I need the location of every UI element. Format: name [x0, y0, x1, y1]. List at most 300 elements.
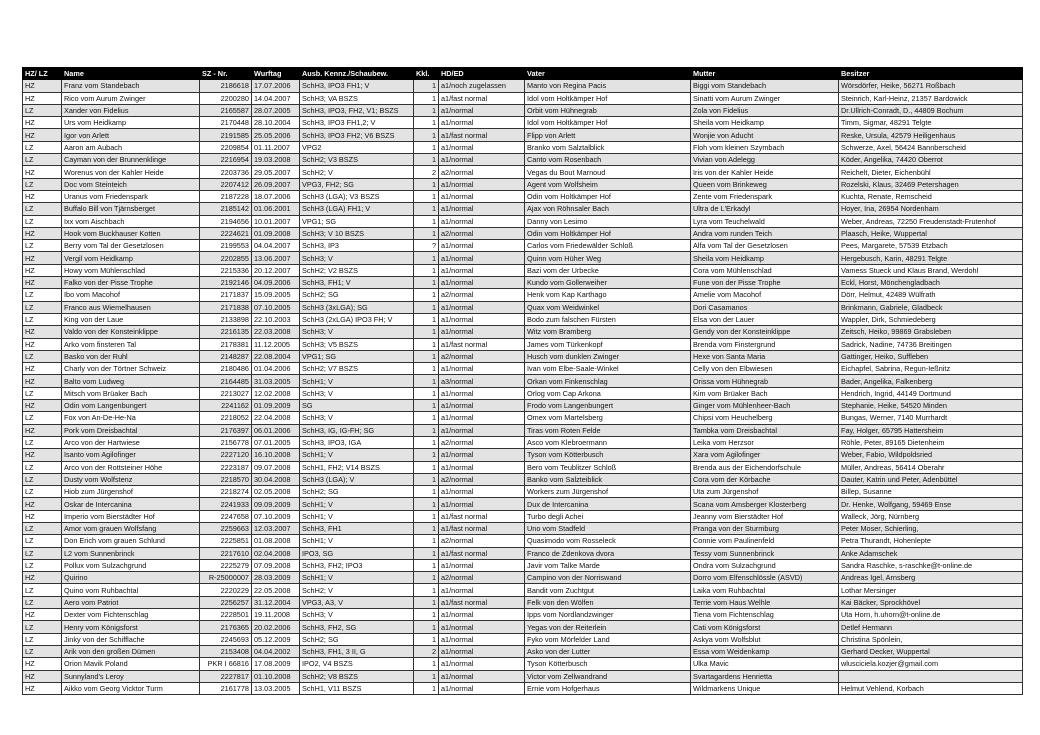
cell-vater: Henk vom Kap Karthago [525, 289, 691, 301]
cell-sz-nr: 2202855 [200, 252, 252, 264]
cell-hz-lz: HZ [23, 190, 62, 202]
cell-sz-nr: 2241162 [200, 400, 252, 412]
cell-hd-ed: a1/normal [439, 190, 525, 202]
cell-wurftag: 17.07.2006 [252, 80, 300, 92]
cell-hd-ed: a2/normal [439, 535, 525, 547]
cell-name: Howy vom Mühlenschlad [62, 264, 200, 276]
cell-name: Uranus vom Friedenspark [62, 190, 200, 202]
cell-name: Odin vom Langenbungert [62, 400, 200, 412]
cell-mutter: Svartagardens Henrietta [691, 670, 839, 682]
cell-sz-nr: 2215336 [200, 264, 252, 276]
cell-besitzer: Hoyer, Ina, 26954 Nordenham [839, 203, 1023, 215]
header-row [23, 68, 1023, 80]
cell-kkl: 1 [414, 633, 439, 645]
cell-ausbildung: SchH3, FH2, SG [300, 621, 414, 633]
table-row [23, 104, 1023, 116]
cell-ausbildung: IPO2, V4 BSZS [300, 658, 414, 670]
cell-kkl: 1 [414, 252, 439, 264]
cell-wurftag: 14.04.2007 [252, 92, 300, 104]
table-row [23, 596, 1023, 608]
cell-vater: Husch vom dunklen Zwinger [525, 350, 691, 362]
cell-sz-nr: 2165587 [200, 104, 252, 116]
cell-ausbildung: SchH3 (3xLGA); SG [300, 301, 414, 313]
cell-vater: James vom Türkenkopf [525, 338, 691, 350]
cell-hz-lz: HZ [23, 572, 62, 584]
header-kkl: Kkl. [414, 68, 439, 80]
cell-hd-ed: a2/normal [439, 350, 525, 362]
cell-ausbildung: SchH1; V [300, 572, 414, 584]
cell-sz-nr: 2218570 [200, 473, 252, 485]
cell-vater: Canto vom Rosenbach [525, 154, 691, 166]
cell-hd-ed: a1/normal [439, 252, 525, 264]
cell-hd-ed: a1/normal [439, 658, 525, 670]
cell-kkl: 1 [414, 301, 439, 313]
cell-sz-nr: 2213027 [200, 387, 252, 399]
cell-name: Quirino [62, 572, 200, 584]
cell-mutter: Laika vom Ruhbachtal [691, 584, 839, 596]
cell-mutter: Wildmarkens Unique [691, 682, 839, 694]
cell-mutter: Ultra de L'Erkadyl [691, 203, 839, 215]
cell-ausbildung: SchH2; V8 BSZS [300, 670, 414, 682]
cell-wurftag: 18.07.2006 [252, 190, 300, 202]
cell-mutter: Askya vom Wolfsblut [691, 633, 839, 645]
cell-hd-ed: a1/normal [439, 584, 525, 596]
cell-name: Quino vom Ruhbachtal [62, 584, 200, 596]
cell-sz-nr: 2259663 [200, 522, 252, 534]
table-row [23, 326, 1023, 338]
cell-wurftag: 05.12.2009 [252, 633, 300, 645]
cell-name: Basko von der Ruhl [62, 350, 200, 362]
cell-vater: Witz vom Bramberg [525, 326, 691, 338]
cell-besitzer: Gattinger, Heiko, Suffleben [839, 350, 1023, 362]
cell-kkl: 2 [414, 645, 439, 657]
cell-besitzer: Fay, Holger, 65795 Hattersheim [839, 424, 1023, 436]
cell-name: Imperio vom Bierstädter Hof [62, 510, 200, 522]
cell-ausbildung: SchH1; V [300, 535, 414, 547]
cell-kkl: 1 [414, 178, 439, 190]
cell-ausbildung: SchH3, FH1, 3 II, G [300, 645, 414, 657]
cell-kkl: 1 [414, 473, 439, 485]
cell-besitzer: Vamess Stueck und Klaus Brand, Werdohl [839, 264, 1023, 276]
cell-sz-nr: 2170448 [200, 117, 252, 129]
cell-hd-ed: a2/normal [439, 166, 525, 178]
cell-sz-nr: PKR I 66816 [200, 658, 252, 670]
cell-vater: Tiras vom Roten Felde [525, 424, 691, 436]
cell-sz-nr: 2228501 [200, 609, 252, 621]
cell-sz-nr: 2199553 [200, 240, 252, 252]
cell-name: Arik von den großen Dümen [62, 645, 200, 657]
cell-hd-ed: a2/normal [439, 436, 525, 448]
cell-sz-nr: 2227120 [200, 449, 252, 461]
cell-kkl: 1 [414, 227, 439, 239]
cell-name: Hiob zum Jürgenshof [62, 486, 200, 498]
cell-wurftag: 01.09.2009 [252, 400, 300, 412]
cell-mutter: Floh vom kleinen Szymbach [691, 141, 839, 153]
cell-kkl: 1 [414, 461, 439, 473]
cell-name: Arco von der Hartwiese [62, 436, 200, 448]
cell-besitzer: Uta Horn, h.uhorn@t-online.de [839, 609, 1023, 621]
cell-kkl: 1 [414, 559, 439, 571]
cell-hz-lz: LZ [23, 473, 62, 485]
cell-name: Worenus von der Kahler Heide [62, 166, 200, 178]
cell-vater: Ivan vom Elbe-Saale-Winkel [525, 363, 691, 375]
cell-hz-lz: HZ [23, 609, 62, 621]
cell-name: Xander von Fidelius [62, 104, 200, 116]
cell-besitzer: Kai Bäcker, Sprockhövel [839, 596, 1023, 608]
cell-hd-ed: a1/normal [439, 486, 525, 498]
cell-wurftag: 17.08.2009 [252, 658, 300, 670]
table-row [23, 461, 1023, 473]
cell-wurftag: 13.03.2005 [252, 682, 300, 694]
cell-hz-lz: HZ [23, 80, 62, 92]
cell-ausbildung: SG [300, 400, 414, 412]
cell-name: Ixx vom Aischbach [62, 215, 200, 227]
cell-hd-ed: a1/normal [439, 400, 525, 412]
cell-vater: Agent vom Wolfsheim [525, 178, 691, 190]
table-row [23, 166, 1023, 178]
cell-besitzer: Petra Thurandt, Hohenlepte [839, 535, 1023, 547]
cell-hd-ed: a1/normal [439, 621, 525, 633]
cell-vater: Ernie vom Hofgerhaus [525, 682, 691, 694]
cell-hd-ed: a1/normal [439, 215, 525, 227]
cell-sz-nr: 2178381 [200, 338, 252, 350]
table-row [23, 584, 1023, 596]
cell-wurftag: 30.04.2008 [252, 473, 300, 485]
table-row [23, 190, 1023, 202]
cell-hd-ed: a1/normal [439, 645, 525, 657]
cell-besitzer: Gerhard Decker, Wuppertal [839, 645, 1023, 657]
cell-wurftag: 20.12.2007 [252, 264, 300, 276]
cell-sz-nr: 2225279 [200, 559, 252, 571]
cell-besitzer: Bungas, Werner, 7140 Murrhardt [839, 412, 1023, 424]
cell-wurftag: 19.11.2008 [252, 609, 300, 621]
cell-vater: Turbo degli Achei [525, 510, 691, 522]
cell-hd-ed: a1/normal [439, 682, 525, 694]
cell-name: Rico vom Aurum Zwinger [62, 92, 200, 104]
cell-ausbildung: SchH3; V [300, 387, 414, 399]
table-row [23, 400, 1023, 412]
cell-hz-lz: LZ [23, 535, 62, 547]
header-mutter: Mutter [691, 68, 839, 80]
cell-name: Falko von der Pisse Trophe [62, 277, 200, 289]
cell-vater: Felk von den Wölfen [525, 596, 691, 608]
cell-ausbildung: SchH3 (LGA); V3 BSZS [300, 190, 414, 202]
cell-ausbildung: SchH3, IP3 [300, 240, 414, 252]
cell-mutter: Cati vom Königsforst [691, 621, 839, 633]
table-row [23, 313, 1023, 325]
table-row [23, 129, 1023, 141]
cell-hz-lz: HZ [23, 92, 62, 104]
cell-hd-ed: a1/normal [439, 117, 525, 129]
cell-mutter: Vivian von Adelegg [691, 154, 839, 166]
cell-vater: Frodo vom Langenbungert [525, 400, 691, 412]
cell-besitzer: Detlef Hermann [839, 621, 1023, 633]
cell-besitzer: Plaasch, Heike, Wuppertal [839, 227, 1023, 239]
cell-sz-nr: 2176397 [200, 424, 252, 436]
cell-hd-ed: a1/normal [439, 104, 525, 116]
cell-kkl: 1 [414, 203, 439, 215]
cell-kkl: 1 [414, 117, 439, 129]
cell-ausbildung: SchH1; V [300, 510, 414, 522]
cell-besitzer: Weber, Andreas, 72250 Freudenstadt-Frutenhof [839, 215, 1023, 227]
cell-sz-nr: 2148287 [200, 350, 252, 362]
cell-ausbildung: VPG1; SG [300, 215, 414, 227]
cell-besitzer: Reichelt, Dieter, Eichenbühl [839, 166, 1023, 178]
cell-hz-lz: LZ [23, 104, 62, 116]
cell-vater: Carlos vom Friedewälder Schloß [525, 240, 691, 252]
cell-wurftag: 04.04.2002 [252, 645, 300, 657]
cell-kkl: 1 [414, 535, 439, 547]
cell-sz-nr: 2164485 [200, 375, 252, 387]
cell-kkl: 1 [414, 522, 439, 534]
cell-sz-nr: 2209854 [200, 141, 252, 153]
cell-vater: Quinn vom Hüher Weg [525, 252, 691, 264]
table-row [23, 559, 1023, 571]
cell-vater: Bandit vom Zuchtgut [525, 584, 691, 596]
cell-besitzer: Walleck, Jörg, Nürnberg [839, 510, 1023, 522]
cell-besitzer: Schwerze, Axel, 56424 Bannberscheid [839, 141, 1023, 153]
cell-mutter: Connie vom Paulinenfeld [691, 535, 839, 547]
header-hz-lz: HZ/ LZ [23, 68, 62, 80]
cell-wurftag: 07.10.2009 [252, 510, 300, 522]
cell-mutter: Lyra vom Teuchelwald [691, 215, 839, 227]
cell-kkl: 1 [414, 264, 439, 276]
cell-kkl: 1 [414, 141, 439, 153]
cell-vater: Victor vom Zellwandrand [525, 670, 691, 682]
table-row [23, 621, 1023, 633]
cell-vater: Bazi vom der Urbecke [525, 264, 691, 276]
cell-besitzer: Lothar Mersinger [839, 584, 1023, 596]
cell-sz-nr: 2171837 [200, 289, 252, 301]
cell-mutter: Scana vom Amsberger Klosterberg [691, 498, 839, 510]
cell-sz-nr: 2161778 [200, 682, 252, 694]
cell-kkl: 1 [414, 387, 439, 399]
cell-wurftag: 02.05.2008 [252, 486, 300, 498]
cell-hd-ed: a1/normal [439, 412, 525, 424]
cell-mutter: Orissa vom Hühnegrab [691, 375, 839, 387]
cell-ausbildung: SchH3; V [300, 412, 414, 424]
cell-hz-lz: HZ [23, 658, 62, 670]
cell-name: Orion Mavik Poland [62, 658, 200, 670]
cell-hd-ed: a1/normal [439, 141, 525, 153]
cell-wurftag: 22.03.2008 [252, 326, 300, 338]
table-row [23, 203, 1023, 215]
cell-name: Valdo von der Konsteinklippe [62, 326, 200, 338]
cell-sz-nr: 2180486 [200, 363, 252, 375]
cell-mutter: Dorro vom Elfenschlössle (ASVD) [691, 572, 839, 584]
cell-kkl: 1 [414, 375, 439, 387]
cell-hd-ed: a1/normal [439, 498, 525, 510]
cell-vater: Tyson vom Kötterbusch [525, 449, 691, 461]
cell-wurftag: 28.03.2009 [252, 572, 300, 584]
cell-mutter: Cora vom der Körbache [691, 473, 839, 485]
cell-wurftag: 01.06.2001 [252, 203, 300, 215]
cell-wurftag: 31.03.2005 [252, 375, 300, 387]
cell-hz-lz: HZ [23, 424, 62, 436]
cell-name: Berry vom Tal der Gesetzlosen [62, 240, 200, 252]
cell-name: Arco von der Rottsteiner Höhe [62, 461, 200, 473]
cell-vater: Dux de Intercanina [525, 498, 691, 510]
cell-wurftag: 15.09.2005 [252, 289, 300, 301]
cell-hd-ed: a1/normal [439, 277, 525, 289]
cell-vater: Campino von der Norriswand [525, 572, 691, 584]
cell-vater: Uno vom Stadfeld [525, 522, 691, 534]
table-row [23, 424, 1023, 436]
table-row [23, 609, 1023, 621]
cell-sz-nr: 2216954 [200, 154, 252, 166]
header-vater: Vater [525, 68, 691, 80]
cell-ausbildung: SchH2; V [300, 584, 414, 596]
cell-kkl: 1 [414, 129, 439, 141]
cell-mutter: Iris von der Kahler Heide [691, 166, 839, 178]
header-wurftag: Wurftag [252, 68, 300, 80]
cell-hz-lz: LZ [23, 559, 62, 571]
cell-wurftag: 01.09.2008 [252, 227, 300, 239]
cell-sz-nr: 2171838 [200, 301, 252, 313]
cell-besitzer: Steinrich, Karl-Heinz, 21357 Bardowick [839, 92, 1023, 104]
cell-kkl: 1 [414, 572, 439, 584]
cell-hz-lz: LZ [23, 633, 62, 645]
cell-vater: Odin vom Holtkämper Hof [525, 227, 691, 239]
cell-hz-lz: HZ [23, 449, 62, 461]
table-row [23, 522, 1023, 534]
cell-kkl: 1 [414, 449, 439, 461]
cell-name: Henry vom Königsforst [62, 621, 200, 633]
cell-hd-ed: a1/fast normal [439, 547, 525, 559]
cell-mutter: Zente vom Friedenspark [691, 190, 839, 202]
cell-vater: Flipp von Arlett [525, 129, 691, 141]
cell-ausbildung: SchH3, IPO3 FH2; V6 BSZS [300, 129, 414, 141]
cell-besitzer: Wappler, Dirk, Schmiedeberg [839, 313, 1023, 325]
table-row [23, 338, 1023, 350]
cell-wurftag: 22.08.2004 [252, 350, 300, 362]
cell-kkl: 1 [414, 486, 439, 498]
cell-vater: Asko von der Lutter [525, 645, 691, 657]
cell-hd-ed: a1/normal [439, 326, 525, 338]
cell-mutter: Tessy vom Sunnenbrinck [691, 547, 839, 559]
cell-ausbildung: SchH2; V7 BSZS [300, 363, 414, 375]
cell-vater: Quasimodo vom Rosseleck [525, 535, 691, 547]
cell-wurftag: 07.01.2005 [252, 436, 300, 448]
cell-vater: Fyko vom Mörfelder Land [525, 633, 691, 645]
cell-hz-lz: LZ [23, 301, 62, 313]
cell-sz-nr: 2227817 [200, 670, 252, 682]
cell-sz-nr: 2218052 [200, 412, 252, 424]
cell-besitzer: Timm, Sigmar, 48291 Telgte [839, 117, 1023, 129]
cell-wurftag: 12.02.2008 [252, 387, 300, 399]
cell-mutter: Amelie vom Macohof [691, 289, 839, 301]
cell-besitzer: Eckl, Horst, Mönchengladbach [839, 277, 1023, 289]
cell-mutter: Dori Casamanos [691, 301, 839, 313]
cell-hd-ed: a1/fast normal [439, 338, 525, 350]
cell-mutter: Jeanny vom Bierstädter Hof [691, 510, 839, 522]
cell-wurftag: 20.02.2006 [252, 621, 300, 633]
cell-sz-nr: 2187228 [200, 190, 252, 202]
cell-mutter: Sheila vom Heidkamp [691, 117, 839, 129]
cell-ausbildung: SchH3; V5 BSZS [300, 338, 414, 350]
cell-vater: Danny von Lesimo [525, 215, 691, 227]
cell-wurftag: 22.10.2003 [252, 313, 300, 325]
cell-mutter: Xara vom Agilofinger [691, 449, 839, 461]
cell-mutter: Queen vom Brinkeweg [691, 178, 839, 190]
cell-wurftag: 07.09.2008 [252, 559, 300, 571]
cell-vater: Idol vom Holtkämper Hof [525, 117, 691, 129]
cell-hz-lz: LZ [23, 203, 62, 215]
cell-ausbildung: SchH1; V [300, 449, 414, 461]
cell-wurftag: 28.10.2004 [252, 117, 300, 129]
cell-hz-lz: HZ [23, 129, 62, 141]
cell-mutter: Terrie vom Haus Welhle [691, 596, 839, 608]
cell-wurftag: 04.04.2007 [252, 240, 300, 252]
table-row [23, 387, 1023, 399]
cell-hd-ed: a1/normal [439, 203, 525, 215]
cell-name: Hook vom Buckhauser Kotten [62, 227, 200, 239]
cell-hz-lz: LZ [23, 313, 62, 325]
cell-ausbildung: VPG2 [300, 141, 414, 153]
cell-hz-lz: LZ [23, 584, 62, 596]
cell-vater: Odin vom Holtkämper Hof [525, 190, 691, 202]
cell-wurftag: 10.01.2007 [252, 215, 300, 227]
table-row [23, 240, 1023, 252]
header-sz-nr: SZ - Nr. [200, 68, 252, 80]
table-row [23, 547, 1023, 559]
cell-wurftag: 02.04.2008 [252, 547, 300, 559]
cell-hd-ed: a1/normal [439, 264, 525, 276]
table-row [23, 473, 1023, 485]
cell-hd-ed: a1/fast normal [439, 510, 525, 522]
cell-kkl: 1 [414, 289, 439, 301]
cell-vater: Ipps vom Nordlandzwinger [525, 609, 691, 621]
cell-name: Arko vom finsteren Tal [62, 338, 200, 350]
cell-hz-lz: HZ [23, 117, 62, 129]
cell-hz-lz: LZ [23, 412, 62, 424]
cell-mutter: Tambka vom Dreisbachtal [691, 424, 839, 436]
cell-name: King von der Laue [62, 313, 200, 325]
cell-mutter: Chipsi vom Heuchelberg [691, 412, 839, 424]
cell-ausbildung: SchH3, IPO3 FH1; V [300, 80, 414, 92]
table-row [23, 658, 1023, 670]
cell-besitzer: Köder, Angelika, 74420 Oberrot [839, 154, 1023, 166]
cell-vater: Manto von Regina Pacis [525, 80, 691, 92]
cell-mutter: Leika vom Herzsor [691, 436, 839, 448]
cell-besitzer: Müller, Andreas, 56414 Oberahr [839, 461, 1023, 473]
cell-hd-ed: a1/normal [439, 670, 525, 682]
header-hd-ed: HD/ED [439, 68, 525, 80]
cell-sz-nr: 2217610 [200, 547, 252, 559]
cell-sz-nr: 2223187 [200, 461, 252, 473]
cell-vater: Workers zum Jürgenshof [525, 486, 691, 498]
table-row [23, 449, 1023, 461]
cell-wurftag: 29.05.2007 [252, 166, 300, 178]
cell-sz-nr: 2224621 [200, 227, 252, 239]
cell-sz-nr: 2247658 [200, 510, 252, 522]
cell-ausbildung: SchH3, FH1 [300, 522, 414, 534]
cell-sz-nr: 2194656 [200, 215, 252, 227]
cell-sz-nr: 2216135 [200, 326, 252, 338]
cell-besitzer: Peter Moser, Schierling, [839, 522, 1023, 534]
cell-mutter: Biggi vom Standebach [691, 80, 839, 92]
cell-kkl: 1 [414, 596, 439, 608]
cell-hz-lz: LZ [23, 621, 62, 633]
cell-ausbildung: SchH3, IG, IG-FH; SG [300, 424, 414, 436]
cell-besitzer: Anke Adamschek [839, 547, 1023, 559]
cell-sz-nr: 2220229 [200, 584, 252, 596]
table-row [23, 264, 1023, 276]
cell-hd-ed: a1/normal [439, 178, 525, 190]
table-row [23, 215, 1023, 227]
cell-kkl: 1 [414, 92, 439, 104]
cell-sz-nr: 2245693 [200, 633, 252, 645]
